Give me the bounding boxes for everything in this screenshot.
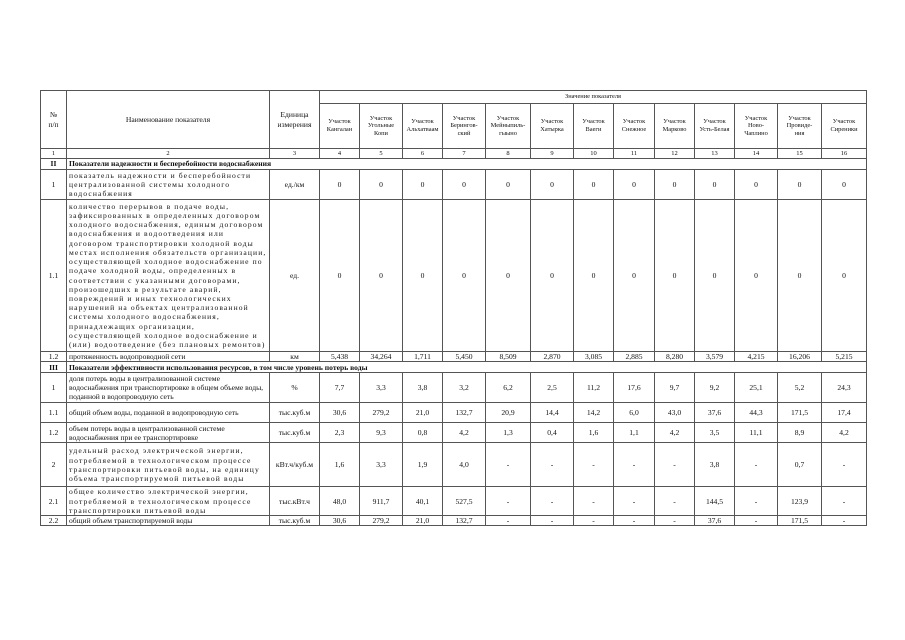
value-cell: 0 [360,200,403,352]
value-cell: 8,9 [778,423,822,443]
row-number: 1.1 [41,200,67,352]
value-cell: 20,9 [486,403,531,423]
value-cell: 30,6 [320,516,360,526]
value-cell: 44,3 [735,403,778,423]
value-cell: 5,438 [320,352,360,362]
row-number: 2.1 [41,487,67,516]
value-cell: 21,0 [403,403,443,423]
value-cell: 43,0 [655,403,695,423]
value-cell: 0 [778,200,822,352]
value-cell: 3,5 [695,423,735,443]
column-index: 5 [360,149,403,159]
value-cell: 144,5 [695,487,735,516]
column-index: 15 [778,149,822,159]
column-index: 7 [443,149,486,159]
value-cell: 1,6 [320,443,360,487]
value-cell: 16,206 [778,352,822,362]
value-cell: 5,215 [822,352,867,362]
unit-cell: кВт.ч/куб.м [270,443,320,487]
value-cell: 3,8 [403,373,443,403]
value-cell: 11,1 [735,423,778,443]
value-cell: - [531,443,574,487]
data-row [41,443,867,487]
value-cell: 0 [574,200,614,352]
data-row [41,403,867,423]
value-cell: 3,3 [360,373,403,403]
row-number: 2.2 [41,516,67,526]
site-column-header: Участок Хатырка [531,104,574,149]
data-row [41,200,867,352]
value-cell: 0 [614,200,655,352]
column-index: 11 [614,149,655,159]
value-cell: 7,7 [320,373,360,403]
value-cell: 0 [403,200,443,352]
section-title: Показатели эффективности использования ресурсов, в том числе уровень потерь воды [67,362,867,373]
data-row [41,516,867,526]
data-row [41,373,867,403]
value-cell: 4,2 [655,423,695,443]
value-cell: - [822,443,867,487]
value-cell: - [822,516,867,526]
value-cell: 6,2 [486,373,531,403]
value-cell: 3,3 [360,443,403,487]
value-cell: 3,8 [695,443,735,487]
indicator-name: протяженность водопроводной сети [67,352,270,362]
values-group-header: Значение показателя [320,91,867,104]
row-number: 1 [41,170,67,200]
value-cell: 0 [735,170,778,200]
header-row [41,91,867,104]
value-cell: 9,2 [695,373,735,403]
value-cell: 2,3 [320,423,360,443]
value-cell: 3,085 [574,352,614,362]
value-cell: 17,6 [614,373,655,403]
value-cell: 1,9 [403,443,443,487]
value-cell: - [655,487,695,516]
indicator-name: количество перерывов в подаче воды, зафиксированных в определенных договором холодного водоснабжения, единым договором водоснабжения и водоотведения или договором транспортировки холодной воды местах исполнения обязательств организации, осуществляющей холодное водоснабжение по подаче холодной воды, определенных в соответствии с указанными договорами, произошедших в результате аварий, повреждений и иных технологических нарушений на объектах централизованной системы холодного водоснабжения, принадлежащих организации, осуществляющей холодное водоснабжение и (или) водоотведение (без плановых ремонтов) [67,200,270,352]
value-cell: 30,6 [320,403,360,423]
value-cell: 6,0 [614,403,655,423]
site-column-header: Участок Провиде- ния [778,104,822,149]
value-cell: 527,5 [443,487,486,516]
value-cell: - [655,516,695,526]
column-index: 13 [695,149,735,159]
site-column-header: Участок Угольные Копи [360,104,403,149]
column-index: 3 [270,149,320,159]
column-index: 16 [822,149,867,159]
column-index: 2 [67,149,270,159]
value-cell: 0 [486,200,531,352]
value-cell: 8,509 [486,352,531,362]
value-cell: 25,1 [735,373,778,403]
value-cell: 1,3 [486,423,531,443]
site-column-header: Участок Берингов- ский [443,104,486,149]
value-cell: 48,0 [320,487,360,516]
col-header-unit: Единица измерения [270,91,320,149]
site-column-header: Участок Альхатваам [403,104,443,149]
value-cell: - [574,487,614,516]
indicator-name: общий объем транспортируемой воды [67,516,270,526]
value-cell: 0 [443,200,486,352]
column-index: 4 [320,149,360,159]
value-cell: 0 [655,200,695,352]
col-header-num: № п/п [41,91,67,149]
site-column-header: Участок Снежное [614,104,655,149]
value-cell: 132,7 [443,403,486,423]
value-cell: 0 [320,170,360,200]
indicator-name: общий объем воды, поданной в водопроводную сеть [67,403,270,423]
value-cell: 2,885 [614,352,655,362]
value-cell: - [486,516,531,526]
value-cell: 0 [614,170,655,200]
value-cell: 171,5 [778,516,822,526]
site-column-header: Участок Усть-Белая [695,104,735,149]
unit-cell: тыс.куб.м [270,423,320,443]
data-row [41,352,867,362]
value-cell: 0 [443,170,486,200]
value-cell: 9,7 [655,373,695,403]
value-cell: 171,5 [778,403,822,423]
value-cell: 24,3 [822,373,867,403]
value-cell: 11,2 [574,373,614,403]
value-cell: 911,7 [360,487,403,516]
row-number: 1.2 [41,352,67,362]
indicator-name: объем потерь воды в централизованной системе водоснабжения при ее транспортировке [67,423,270,443]
value-cell: 0 [360,170,403,200]
value-cell: - [735,516,778,526]
value-cell: 0,7 [778,443,822,487]
column-index: 9 [531,149,574,159]
site-column-header: Участок Мейныпиль- гыыно [486,104,531,149]
value-cell: 0 [531,170,574,200]
data-row [41,487,867,516]
column-index: 14 [735,149,778,159]
value-cell: 14,2 [574,403,614,423]
value-cell: 1,1 [614,423,655,443]
row-number: 1 [41,373,67,403]
value-cell: 0 [574,170,614,200]
indicator-name: общее количество электрической энергии, потребляемой в технологическом процессе транспортировки питьевой воды [67,487,270,516]
value-cell: 279,2 [360,516,403,526]
site-column-header: Участок Сиреники [822,104,867,149]
data-row [41,423,867,443]
indicator-name: удельный расход электрической энергии, потребляемой в технологическом процессе транспортировки питьевой воды, на единицу объема транспортируемой питьевой воды [67,443,270,487]
value-cell: 2,870 [531,352,574,362]
value-cell: 4,0 [443,443,486,487]
value-cell: 5,450 [443,352,486,362]
value-cell: 0,4 [531,423,574,443]
section-title: Показатели надежности и бесперебойности водоснабжения [67,159,867,170]
column-index: 8 [486,149,531,159]
column-index: 1 [41,149,67,159]
section-header-row [41,159,867,170]
value-cell: - [486,443,531,487]
value-cell: 4,2 [822,423,867,443]
unit-cell: ед. [270,200,320,352]
value-cell: 1,6 [574,423,614,443]
col-header-name: Наименование показателя [67,91,270,149]
value-cell: 5,2 [778,373,822,403]
unit-cell: км [270,352,320,362]
column-index: 12 [655,149,695,159]
value-cell: 1,711 [403,352,443,362]
value-cell: 4,215 [735,352,778,362]
value-cell: 17,4 [822,403,867,423]
value-cell: - [486,487,531,516]
data-row [41,170,867,200]
value-cell: - [531,487,574,516]
unit-cell: тыс.куб.м [270,516,320,526]
value-cell: 37,6 [695,516,735,526]
section-number: II [41,159,67,170]
value-cell: 0 [403,170,443,200]
value-cell: - [614,516,655,526]
value-cell: - [655,443,695,487]
unit-cell: ед./км [270,170,320,200]
value-cell: 0 [531,200,574,352]
indicators-table [40,90,867,526]
value-cell: 0 [486,170,531,200]
site-column-header: Участок Марково [655,104,695,149]
value-cell: 4,2 [443,423,486,443]
value-cell: 14,4 [531,403,574,423]
value-cell: 0 [695,170,735,200]
value-cell: - [735,443,778,487]
value-cell: - [531,516,574,526]
row-number: 2 [41,443,67,487]
section-number: III [41,362,67,373]
row-number: 1.2 [41,423,67,443]
value-cell: 3,579 [695,352,735,362]
row-number: 1.1 [41,403,67,423]
value-cell: 0 [778,170,822,200]
value-cell: - [735,487,778,516]
value-cell: 132,7 [443,516,486,526]
unit-cell: % [270,373,320,403]
value-cell: 0 [822,200,867,352]
value-cell: 0 [822,170,867,200]
value-cell: - [822,487,867,516]
value-cell: 279,2 [360,403,403,423]
value-cell: 0 [695,200,735,352]
value-cell: 0,8 [403,423,443,443]
site-column-header: Участок Ново- Чаплино [735,104,778,149]
value-cell: 21,0 [403,516,443,526]
site-column-header: Участок Кангалан [320,104,360,149]
value-cell: 123,9 [778,487,822,516]
value-cell: 8,280 [655,352,695,362]
unit-cell: тыс.кВт.ч [270,487,320,516]
value-cell: 9,3 [360,423,403,443]
value-cell: 37,6 [695,403,735,423]
value-cell: 0 [320,200,360,352]
column-index: 10 [574,149,614,159]
column-index: 6 [403,149,443,159]
column-index-row [41,149,867,159]
indicator-name: показатель надежности и бесперебойности централизованной системы холодного водоснабжения [67,170,270,200]
value-cell: - [614,443,655,487]
value-cell: 3,2 [443,373,486,403]
value-cell: 0 [735,200,778,352]
value-cell: - [574,443,614,487]
value-cell: - [614,487,655,516]
indicator-name: доля потерь воды в централизованной системе водоснабжения при транспортировке в общем объеме воды, поданной в водопроводную сеть [67,373,270,403]
value-cell: 2,5 [531,373,574,403]
site-column-header: Участок Ваеги [574,104,614,149]
unit-cell: тыс.куб.м [270,403,320,423]
value-cell: 34,264 [360,352,403,362]
value-cell: - [574,516,614,526]
section-header-row [41,362,867,373]
value-cell: 0 [655,170,695,200]
value-cell: 40,1 [403,487,443,516]
